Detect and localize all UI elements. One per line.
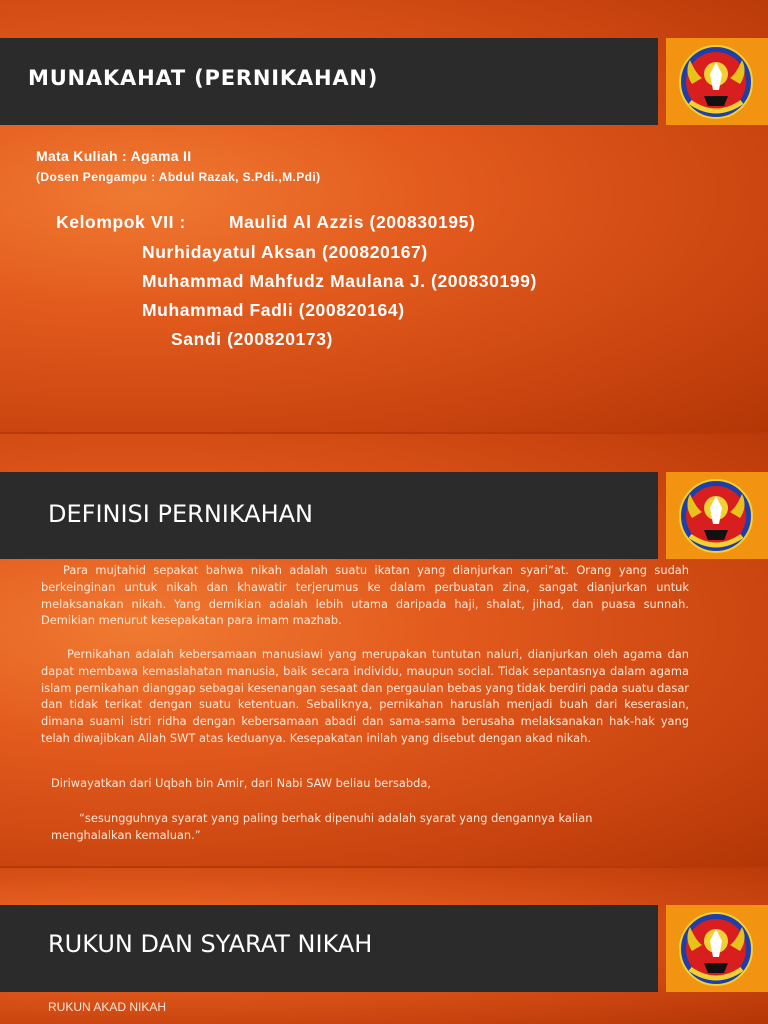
member-item: Sandi (200820173) bbox=[171, 329, 333, 349]
logo-panel bbox=[666, 905, 768, 992]
title-bar bbox=[0, 38, 658, 125]
member-item: Muhammad Fadli (200820164) bbox=[142, 300, 405, 320]
logo-panel bbox=[666, 472, 768, 559]
section-subheading: RUKUN AKAD NIKAH bbox=[48, 1000, 167, 1014]
university-emblem-icon bbox=[678, 911, 754, 987]
member-item: Muhammad Mahfudz Maulana J. (200830199) bbox=[142, 271, 537, 291]
hadith-quote: “sesungguhnya syarat yang paling berhak dipenuhi adalah syarat yang dengannya kalian menghalalkan kemaluan.” bbox=[51, 811, 593, 842]
definition-paragraph: Para mujtahid sepakat bahwa nikah adalah suatu ikatan yang dianjurkan syari“at. Orang yang sudah berkeinginan untuk nikah dan khawatir terjerumus ke dalam perbuatan zina, sangat dianjurkan untuk melaksanakan nikah. Yang demikian adalah lebih utama daripada haji, shalat, jihad, dan puasa sunnah. Demikian menurut kesepakatan para imam mazhab. bbox=[41, 563, 689, 628]
university-emblem-icon bbox=[678, 478, 754, 554]
slide-title-text: RUKUN DAN SYARAT NIKAH bbox=[48, 930, 373, 958]
slide-title bbox=[0, 0, 768, 432]
hadith-intro: Diriwayatkan dari Uqbah bin Amir, dari Nabi SAW beliau bersabda, bbox=[51, 776, 431, 790]
lecturer-name: (Dosen Pengampu : Abdul Razak, S.Pdi.,M.Pdi) bbox=[36, 170, 321, 184]
group-label: Kelompok VII : bbox=[56, 212, 186, 232]
university-emblem-icon bbox=[678, 44, 754, 120]
slide-pillars bbox=[0, 868, 768, 1024]
course-name: Mata Kuliah : Agama II bbox=[36, 148, 192, 164]
slide-definition bbox=[0, 434, 768, 866]
member-item: Nurhidayatul Aksan (200820167) bbox=[142, 242, 428, 262]
member-item: Maulid Al Azzis (200830195) bbox=[229, 212, 476, 232]
slide-title-text: MUNAKAHAT (PERNIKAHAN) bbox=[28, 66, 379, 90]
slide-title-text: DEFINISI PERNIKAHAN bbox=[48, 500, 313, 528]
definition-paragraph: Pernikahan adalah kebersamaan manusiawi yang merupakan tuntutan naluri, dianjurkan oleh agama dan dapat membawa kemaslahatan manusia, baik secara individu, maupun social. Tidak sepantasnya dalam agama islam pernikahan dianggap sebagai kesenangan sesaat dan pergaulan bebas yang tidak berdiri pada suatu dasar dan tidak terikat dengan suatu ketentuan. Sebaliknya, pernikahan haruslah menjadi buah dari keserasian, dimana suami istri ridha dengan kebersamaan abadi dan sama-sama berusaha melaksanakan hak-hak yang telah diwajibkan Allah SWT atas keduanya. Kesepakatan inilah yang disebut dengan akad nikah. bbox=[41, 647, 689, 745]
logo-panel bbox=[666, 38, 768, 125]
